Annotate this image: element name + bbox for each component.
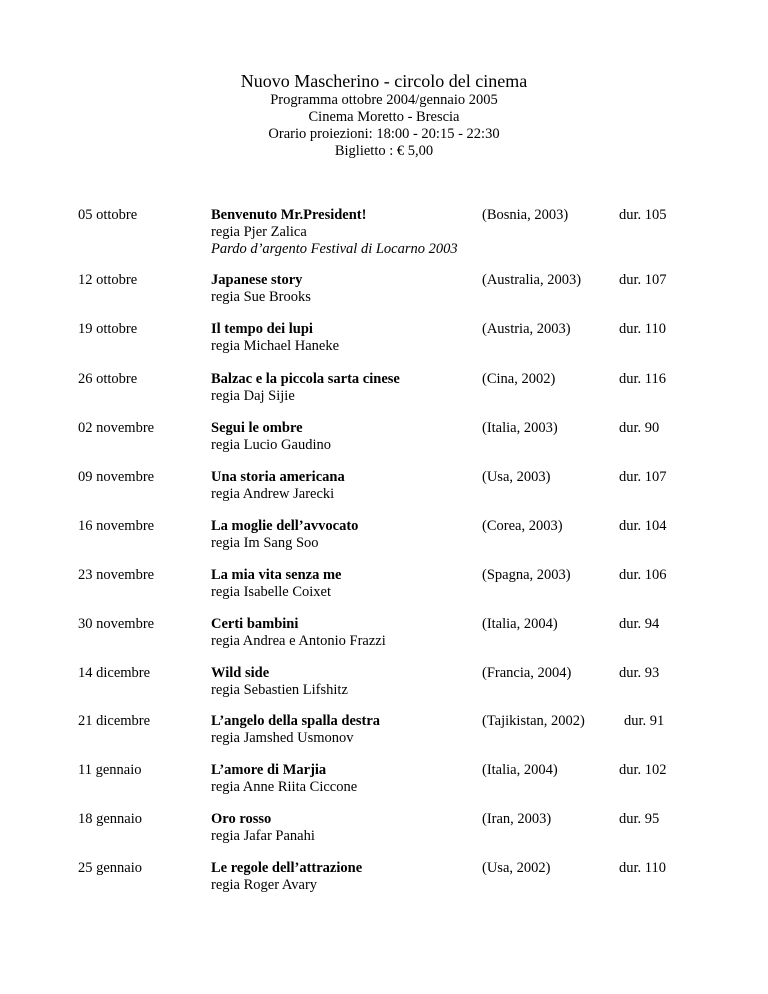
film-duration: dur. 116 (619, 371, 666, 387)
film-info (211, 713, 501, 747)
film-duration: dur. 107 (619, 469, 667, 485)
film-director: regia Sue Brooks (211, 289, 311, 305)
screening-date: 19 ottobre (78, 321, 138, 337)
film-info (211, 762, 501, 796)
film-duration: dur. 105 (619, 207, 667, 223)
film-duration: dur. 102 (619, 762, 667, 778)
film-origin: (Austria, 2003) (482, 321, 571, 337)
program-period: Programma ottobre 2004/gennaio 2005 (270, 92, 498, 108)
film-origin: (Spagna, 2003) (482, 567, 571, 583)
screening-date: 14 dicembre (78, 665, 151, 681)
screening-date: 02 novembre (78, 420, 155, 436)
film-duration: dur. 94 (619, 616, 660, 632)
film-title: Oro rosso (211, 811, 272, 827)
film-title: Le regole dell’attrazione (211, 860, 363, 876)
film-duration: dur. 104 (619, 518, 667, 534)
film-origin: (Bosnia, 2003) (482, 207, 569, 223)
film-info (211, 811, 501, 845)
film-director: regia Lucio Gaudino (211, 437, 331, 453)
film-title: L’amore di Marjia (211, 762, 327, 778)
film-director: regia Andrew Jarecki (211, 486, 335, 502)
screening-date: 11 gennaio (78, 762, 142, 778)
film-title: Balzac e la piccola sarta cinese (211, 371, 400, 387)
screening-date: 25 gennaio (78, 860, 143, 876)
film-title: Una storia americana (211, 469, 345, 485)
film-title: La moglie dell’avvocato (211, 518, 359, 534)
cinema-venue: Cinema Moretto - Brescia (308, 109, 460, 125)
document-title: Nuovo Mascherino - circolo del cinema (240, 71, 528, 91)
film-origin: (Iran, 2003) (482, 811, 552, 827)
film-origin: (Tajikistan, 2002) (482, 713, 585, 729)
screening-date: 18 gennaio (78, 811, 143, 827)
film-title: Certi bambini (211, 616, 299, 632)
film-title: Wild side (211, 665, 270, 681)
film-director: regia Jafar Panahi (211, 828, 315, 844)
document-header (0, 70, 768, 160)
film-director: regia Roger Avary (211, 877, 318, 893)
screening-date: 26 ottobre (78, 371, 138, 387)
film-origin: (Australia, 2003) (482, 272, 582, 288)
screening-date: 05 ottobre (78, 207, 138, 223)
ticket-price: Biglietto : € 5,00 (334, 143, 434, 159)
film-director: regia Isabelle Coixet (211, 584, 331, 600)
film-director: regia Jamshed Usmonov (211, 730, 354, 746)
screening-date: 16 novembre (78, 518, 155, 534)
film-award: Pardo d’argento Festival di Locarno 2003 (211, 241, 458, 257)
film-duration: dur. 110 (619, 321, 666, 337)
film-info (211, 665, 501, 699)
film-origin: (Italia, 2003) (482, 420, 558, 436)
screening-date: 30 novembre (78, 616, 155, 632)
film-info (211, 207, 501, 258)
film-origin: (Francia, 2004) (482, 665, 572, 681)
film-info (211, 272, 501, 306)
film-origin: (Cina, 2002) (482, 371, 556, 387)
screening-date: 23 novembre (78, 567, 155, 583)
film-info (211, 518, 501, 552)
film-director: regia Im Sang Soo (211, 535, 319, 551)
film-duration: dur. 90 (619, 420, 660, 436)
film-info (211, 420, 501, 454)
film-title: L’angelo della spalla destra (211, 713, 381, 729)
film-origin: (Usa, 2003) (482, 469, 551, 485)
film-duration: dur. 95 (619, 811, 660, 827)
screening-times: Orario proiezioni: 18:00 - 20:15 - 22:30 (268, 126, 500, 142)
film-title: Japanese story (211, 272, 303, 288)
film-origin: (Corea, 2003) (482, 518, 563, 534)
film-director: regia Andrea e Antonio Frazzi (211, 633, 386, 649)
film-info (211, 469, 501, 503)
film-duration: dur. 93 (619, 665, 660, 681)
film-info (211, 616, 501, 650)
film-origin: (Italia, 2004) (482, 762, 558, 778)
film-info (211, 860, 501, 894)
film-title: Segui le ombre (211, 420, 303, 436)
film-director: regia Pjer Zalica (211, 224, 307, 240)
film-duration: dur. 91 (624, 713, 665, 729)
film-director: regia Michael Haneke (211, 338, 340, 354)
film-duration: dur. 106 (619, 567, 667, 583)
film-director: regia Anne Riita Ciccone (211, 779, 358, 795)
film-title: Il tempo dei lupi (211, 321, 313, 337)
screening-date: 09 novembre (78, 469, 155, 485)
film-origin: (Usa, 2002) (482, 860, 551, 876)
film-title: Benvenuto Mr.President! (211, 207, 367, 223)
film-director: regia Daj Sijie (211, 388, 295, 404)
film-duration: dur. 107 (619, 272, 667, 288)
screening-date: 12 ottobre (78, 272, 138, 288)
film-title: La mia vita senza me (211, 567, 342, 583)
film-duration: dur. 110 (619, 860, 666, 876)
film-info (211, 321, 501, 355)
film-info (211, 567, 501, 601)
film-info (211, 371, 501, 405)
screening-date: 21 dicembre (78, 713, 151, 729)
film-director: regia Sebastien Lifshitz (211, 682, 348, 698)
film-origin: (Italia, 2004) (482, 616, 558, 632)
